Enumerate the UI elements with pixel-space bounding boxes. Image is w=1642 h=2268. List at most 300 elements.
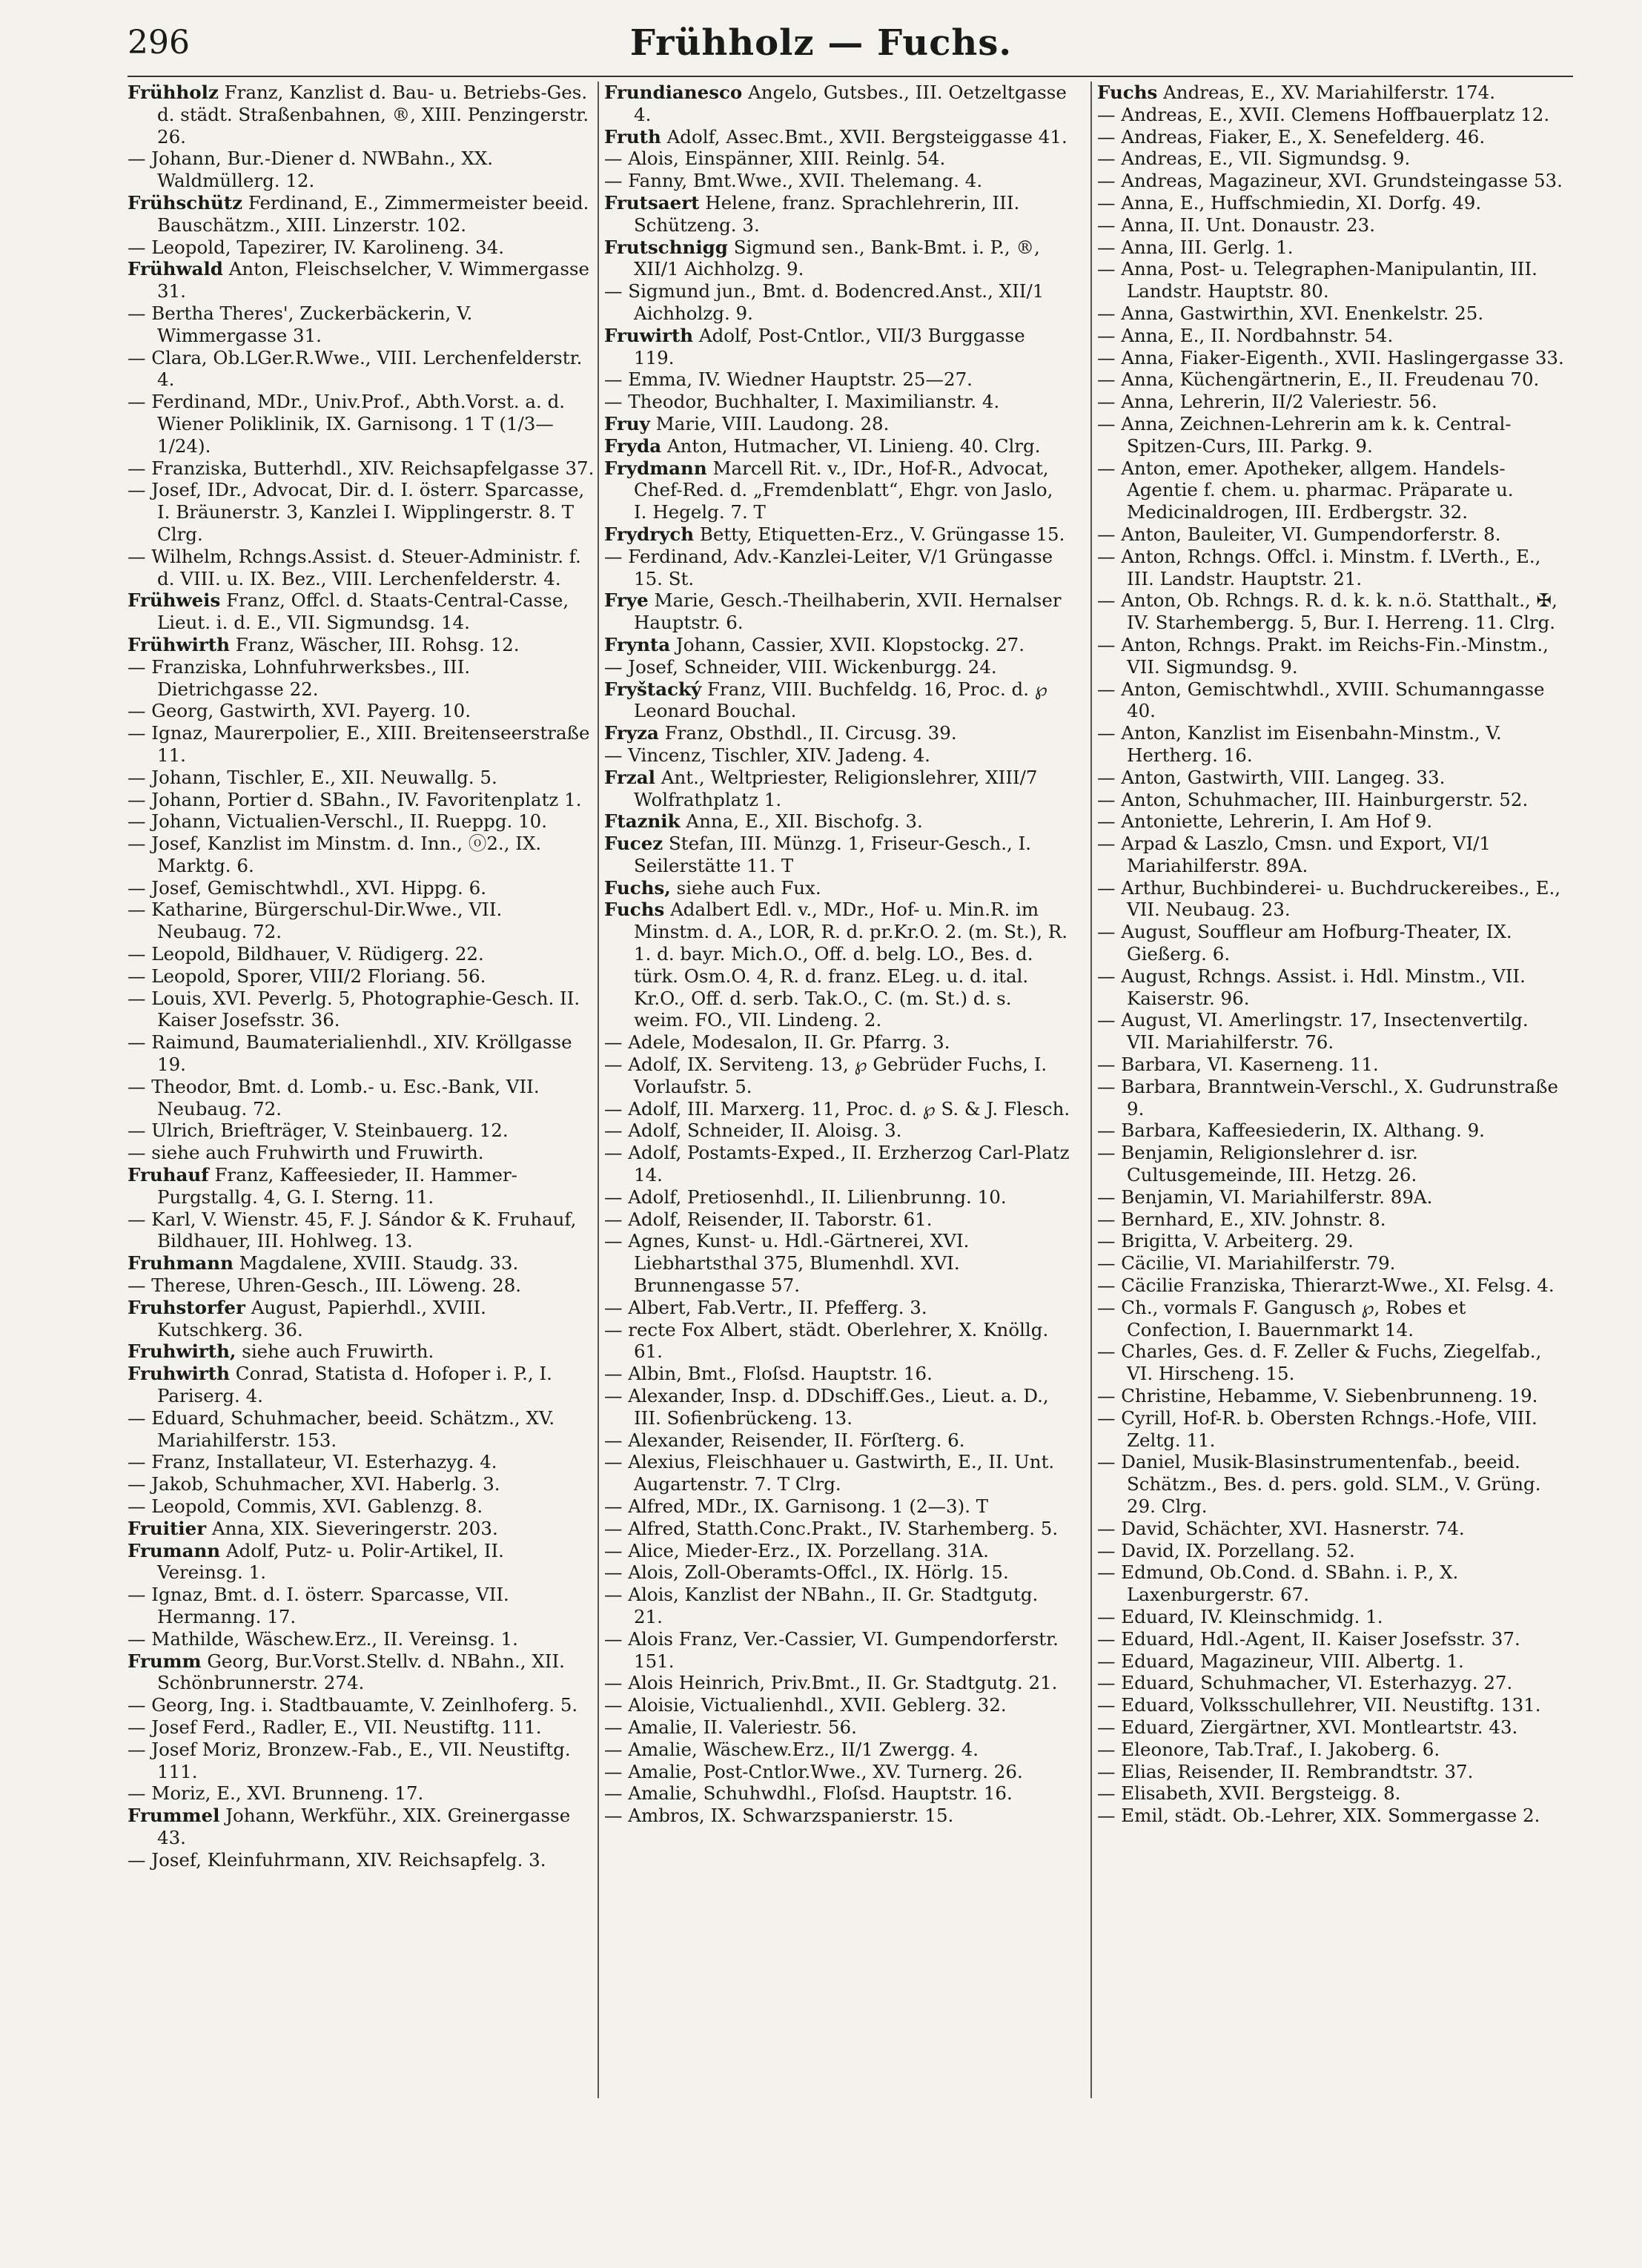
entry-text: — Eduard, IV. Kleinschmidg. 1. <box>1097 1605 1383 1627</box>
entry-text: — Edmund, Ob.Cond. d. SBahn. i. P., X. Laxenburgerstr. 67. <box>1097 1561 1459 1606</box>
entry-text: — Emma, IV. Wiedner Hauptstr. 25—27. <box>604 368 973 391</box>
directory-entry <box>1097 192 1564 214</box>
entry-text: — Moriz, E., XVI. Brunneng. 17. <box>128 1782 424 1805</box>
directory-entry <box>128 1274 595 1297</box>
entry-text: — Theodor, Buchhalter, I. Maximilianstr. 4. <box>604 391 1000 413</box>
directory-entry <box>604 1518 1071 1540</box>
directory-entry <box>604 1628 1071 1673</box>
directory-entry <box>128 767 595 789</box>
directory-entry <box>604 1209 1071 1231</box>
directory-entry <box>128 1363 595 1407</box>
column-2 <box>604 82 1071 2098</box>
entry-text: — Anna, Küchengärtnerin, E., II. Freudenau 70. <box>1097 368 1540 391</box>
directory-entry <box>128 1650 595 1695</box>
directory-entry <box>1097 546 1564 590</box>
entry-text: Franz, Obsthdl., II. Circusg. 39. <box>658 722 957 744</box>
entry-surname: Frummel <box>128 1805 220 1827</box>
entry-text: Conrad, Statista d. Hofoper i. P., I. Pariserg. 4. <box>157 1363 552 1407</box>
entry-text: — Bertha Theres', Zuckerbäckerin, V. Wimmergasse 31. <box>128 302 473 346</box>
entry-text: — Eduard, Hdl.-Agent, II. Kaiser Josefsstr. 37. <box>1097 1627 1520 1650</box>
entry-text: — Agnes, Kunst- u. Hdl.-Gärtnerei, XVI. Liebhartsthal 375, Blumenhdl. XVI. Brunnengasse 57. <box>604 1230 970 1297</box>
entry-text: — Arpad & Laszlo, Cmsn. und Export, VI/1 Mariahilferstr. 89A. <box>1097 833 1491 876</box>
entry-surname: Frühweis <box>128 589 221 612</box>
entry-text: — Adolf, IX. Serviteng. 13, ℘ Gebrüder Fuchs, I. Vorlaufstr. 5. <box>604 1054 1047 1097</box>
directory-entry <box>128 810 595 833</box>
entry-text: — Eduard, Ziergärtner, XVI. Montleartstr. 43. <box>1097 1716 1518 1738</box>
entry-surname: Fruitier <box>128 1517 207 1539</box>
directory-entry <box>1097 148 1564 170</box>
entry-text: — Cäcilie Franziska, Thierarzt-Wwe., XI. Felsg. 4. <box>1097 1274 1555 1297</box>
entry-text: Andreas, E., XV. Mariahilferstr. 174. <box>1157 82 1496 103</box>
entry-text: — Anna, II. Unt. Donaustr. 23. <box>1097 214 1376 236</box>
directory-entry <box>1097 965 1564 1010</box>
directory-entry <box>604 368 1071 391</box>
entry-text: Franz, Offcl. d. Staats-Central-Casse, Lieut. i. d. E., VII. Sigmundsg. 14. <box>157 589 569 634</box>
entry-text: — Anton, Ob. Rchngs. R. d. k. k. n.ö. Statthalt., ✠, IV. Starhembergg. 5, Bur. I. Herreng. 11. Clrg. <box>1097 589 1557 634</box>
entry-text: — siehe auch Fruhwirth und Fruwirth. <box>128 1142 484 1164</box>
entry-text: — Barbara, Branntwein-Verschl., X. Gudrunstraße 9. <box>1097 1075 1558 1120</box>
directory-entry <box>1097 1407 1564 1452</box>
entry-text: — Georg, Ing. i. Stadtbauamte, V. Zeinlhoferg. 5. <box>128 1694 578 1716</box>
entry-text: — Cäcilie, VI. Mariahilferstr. 79. <box>1097 1252 1396 1274</box>
directory-entry <box>604 767 1071 811</box>
page-header <box>0 21 1642 73</box>
directory-entry <box>604 170 1071 192</box>
entry-text: Ferdinand, E., Zimmermeister beeid. Bauschätzm., XIII. Linzerstr. 102. <box>157 191 589 236</box>
entry-text: Stefan, III. Münzg. 1, Friseur-Gesch., I. Seilerstätte 11. T <box>634 833 1032 876</box>
directory-entry <box>1097 258 1564 302</box>
entry-text: — Charles, Ges. d. F. Zeller & Fuchs, Ziegelfab., VI. Hirscheng. 15. <box>1097 1340 1542 1385</box>
entry-surname: Fruy <box>604 412 650 434</box>
entry-text: Anna, XIX. Sieveringerstr. 203. <box>206 1517 498 1539</box>
directory-entry <box>128 1849 595 1871</box>
entry-text: August, Papierhdl., XVIII. Kutschkerg. 36. <box>157 1296 486 1340</box>
entry-text: Anton, Hutmacher, VI. Linieng. 40. Clrg. <box>661 434 1041 457</box>
entry-text: — Elisabeth, XVII. Bergsteigg. 8. <box>1097 1782 1401 1805</box>
entry-text: — Eduard, Schuhmacher, VI. Esterhazyg. 27. <box>1097 1672 1513 1694</box>
directory-entry <box>604 237 1071 281</box>
directory-entry <box>128 391 595 457</box>
directory-entry <box>128 722 595 767</box>
entry-text: — August, VI. Amerlingstr. 17, Insectenvertilg. VII. Mariahilferstr. 76. <box>1097 1009 1529 1054</box>
entry-surname: Fruhstorfer <box>128 1296 245 1318</box>
directory-entry <box>1097 126 1564 148</box>
directory-entry <box>604 1429 1071 1452</box>
entry-text: — Anna, Lehrerin, II/2 Valeriestr. 56. <box>1097 391 1437 413</box>
directory-entry <box>1097 1054 1564 1076</box>
directory-entry <box>604 899 1071 1031</box>
directory-entry <box>1097 1628 1564 1650</box>
entry-text: — Bernhard, E., XIV. Johnstr. 8. <box>1097 1208 1386 1230</box>
entry-text: — Leopold, Sporer, VIII/2 Floriang. 56. <box>128 965 486 987</box>
entry-surname: Fucez <box>604 833 663 855</box>
directory-entry <box>604 678 1071 723</box>
entry-text: — Mathilde, Wäschew.Erz., II. Vereinsg. 1. <box>128 1627 518 1650</box>
directory-entry <box>604 413 1071 435</box>
entry-surname: Frye <box>604 589 649 612</box>
directory-entry <box>128 237 595 259</box>
entry-text: Johann, Werkführ., XIX. Greinergasse 43. <box>157 1805 571 1848</box>
directory-entry <box>1097 523 1564 546</box>
entry-text: — Benjamin, Religionslehrer d. isr. Cultusgemeinde, III. Hetzg. 26. <box>1097 1142 1418 1186</box>
entry-text: — Anna, E., Huffschmiedin, XI. Dorfg. 49. <box>1097 191 1482 214</box>
entry-text: Marcell Rit. v., IDr., Hof-R., Advocat, Chef-Red. d. „Fremdenblatt“, Ehgr. von Jaslo, I. Hegelg. 7. T <box>634 457 1053 523</box>
directory-entry <box>604 1761 1071 1783</box>
directory-entry <box>1097 1076 1564 1120</box>
entry-text: — Ch., vormals F. Gangusch ℘, Robes et Confection, I. Bauernmarkt 14. <box>1097 1296 1466 1340</box>
directory-entry <box>604 1120 1071 1142</box>
directory-entry <box>128 1739 595 1783</box>
directory-entry <box>1097 1186 1564 1209</box>
entry-surname: Frühschütz <box>128 191 243 214</box>
directory-entry <box>604 589 1071 634</box>
entry-text: — Andreas, E., VII. Sigmundsg. 9. <box>1097 148 1411 170</box>
entry-text: — Anna, Fiaker-Eigenth., XVII. Haslingergasse 33. <box>1097 346 1564 368</box>
directory-entry <box>1097 1716 1564 1739</box>
directory-entry <box>128 1297 595 1341</box>
entry-text: — David, Schächter, XVI. Hasnerstr. 74. <box>1097 1517 1465 1539</box>
entry-text: — Leopold, Tapezirer, IV. Karolineng. 34. <box>128 236 505 258</box>
entry-text: — Andreas, E., XVII. Clemens Hoffbauerplatz 12. <box>1097 103 1550 125</box>
directory-entry <box>128 877 595 899</box>
entry-text: — Anna, Gastwirthin, XVI. Enenkelstr. 25. <box>1097 302 1484 324</box>
directory-entry <box>1097 789 1564 811</box>
directory-entry <box>1097 1694 1564 1716</box>
entry-text: — Amalie, Schuhwdhl., Floſsd. Hauptstr. 16. <box>604 1782 1013 1805</box>
entry-text: — Josef Ferd., Radler, E., VII. Neustiftg. 111. <box>128 1716 542 1738</box>
directory-entry <box>604 722 1071 744</box>
entry-surname: Frutschnigg <box>604 236 728 258</box>
directory-entry <box>604 1142 1071 1186</box>
entry-text: — Anton, emer. Apotheker, allgem. Handels-Agentie f. chem. u. pharmac. Präparate u. Medicinaldrogen, III. Erdbergstr. 32. <box>1097 457 1514 523</box>
entry-text: — Emil, städt. Ob.-Lehrer, XIX. Sommergasse 2. <box>1097 1805 1540 1827</box>
directory-entry <box>604 1540 1071 1562</box>
entry-text: — Adele, Modesalon, II. Gr. Pfarrg. 3. <box>604 1031 950 1054</box>
entry-surname: Frumm <box>128 1650 202 1672</box>
directory-entry <box>1097 722 1564 767</box>
entry-text: — Antoniette, Lehrerin, I. Am Hof 9. <box>1097 810 1433 833</box>
entry-text: Johann, Cassier, XVII. Klopstockg. 27. <box>670 633 1025 655</box>
directory-entry <box>604 1031 1071 1054</box>
running-title: Frühholz — Fuchs. <box>629 22 1013 64</box>
entry-text: — Louis, XVI. Peverlg. 5, Photographie-Gesch. II. Kaiser Josefsstr. 36. <box>128 987 580 1031</box>
directory-entry <box>604 1561 1071 1584</box>
entry-text: — Christine, Hebamme, V. Siebenbrunneng. 19. <box>1097 1385 1538 1407</box>
entry-text: — Ulrich, Briefträger, V. Steinbauerg. 12. <box>128 1120 509 1142</box>
entry-text: — Therese, Uhren-Gesch., III. Löweng. 28. <box>128 1274 522 1297</box>
directory-entry <box>128 148 595 192</box>
entry-text: — August, Rchngs. Assist. i. Hdl. Minstm., VII. Kaiserstr. 96. <box>1097 965 1526 1009</box>
directory-entry <box>604 126 1071 148</box>
directory-entry <box>128 589 595 634</box>
entry-text: — Theodor, Bmt. d. Lomb.- u. Esc.-Bank, VII. Neubaug. 72. <box>128 1075 540 1120</box>
column-3 <box>1097 82 1564 2098</box>
directory-entry <box>128 1782 595 1805</box>
directory-entry <box>604 634 1071 656</box>
entry-surname: Fryštacký <box>604 678 702 700</box>
directory-entry <box>604 833 1071 877</box>
column-1 <box>128 82 595 2098</box>
entry-surname: Fruhauf <box>128 1164 209 1186</box>
directory-entry <box>1097 1739 1564 1761</box>
entry-surname: Frydrych <box>604 523 695 545</box>
entry-text: — Adolf, Postamts-Exped., II. Erzherzog Carl-Platz 14. <box>604 1142 1070 1186</box>
entry-surname: Frühholz <box>128 82 219 103</box>
directory-entry <box>604 1385 1071 1429</box>
directory-entry <box>128 1628 595 1650</box>
directory-entry <box>128 1451 595 1473</box>
entry-text: — Johann, Tischler, E., XII. Neuwallg. 5. <box>128 766 497 788</box>
entry-surname: Fruhwirth, <box>128 1340 236 1363</box>
entry-text: Helene, franz. Sprachlehrerin, III. Schützeng. 3. <box>634 191 1020 236</box>
directory-entry <box>128 943 595 965</box>
directory-entry <box>604 280 1071 325</box>
entry-text: — Brigitta, V. Arbeiterg. 29. <box>1097 1230 1354 1252</box>
directory-entry <box>604 148 1071 170</box>
entry-text: — Ignaz, Maurerpolier, E., XIII. Breitenseerstraße 11. <box>128 722 590 766</box>
entry-surname: Fruwirth <box>604 324 694 346</box>
entry-text: — Anna, Post- u. Telegraphen-Manipulantin, III. Landstr. Hauptstr. 80. <box>1097 258 1537 302</box>
entry-text: — Andreas, Magazineur, XVI. Grundsteingasse 53. <box>1097 170 1563 192</box>
entry-text: Adolf, Assec.Bmt., XVII. Bergsteiggasse 41. <box>661 125 1067 148</box>
entry-text: — Daniel, Musik-Blasinstrumentenfab., beeid. Schätzm., Bes. d. pers. gold. SLM., V. Grüng. 29. Clrg. <box>1097 1451 1541 1517</box>
entry-text: Georg, Bur.Vorst.Stellv. d. NBahn., XII. Schönbrunnerstr. 274. <box>157 1650 565 1694</box>
entry-text: Sigmund sen., Bank-Bmt. i. P., ®, XII/1 Aichholzg. 9. <box>634 236 1040 280</box>
directory-entry <box>1097 810 1564 833</box>
entry-text: — Josef Moriz, Bronzew.-Fab., E., VII. Neustiftg. 111. <box>128 1738 571 1782</box>
directory-entry <box>128 1076 595 1120</box>
directory-entry <box>1097 1297 1564 1341</box>
directory-entry <box>128 347 595 391</box>
directory-entry <box>604 1297 1071 1319</box>
entry-text: — Alois, Zoll-Oberamts-Offcl., IX. Hörlg. 15. <box>604 1561 1009 1584</box>
directory-entry <box>128 1495 595 1518</box>
entry-text: Adalbert Edl. v., MDr., Hof- u. Min.R. im Minstm. d. A., LOR, R. d. pr.Kr.O. 2. (m. St.), R. 1. d. bayr. Mich.O., Off. d. belg. LO., Bes. d. türk. Osm.O. 4, R. d. franz. ELeg. u. d. ital. Kr.O., Off. d. serb. Tak.O., C. (m. St.) d. s. weim. FO., VII. Lindeng. 2. <box>634 899 1068 1031</box>
entry-text: — Raimund, Baumaterialienhdl., XIV. Kröllgasse 19. <box>128 1031 572 1076</box>
entry-surname: Fryza <box>604 722 659 744</box>
directory-entry <box>604 656 1071 678</box>
directory-entry <box>604 192 1071 237</box>
directory-entry <box>1097 634 1564 678</box>
column-divider <box>1090 82 1092 2098</box>
directory-entry <box>128 1694 595 1716</box>
directory-entry <box>604 1186 1071 1209</box>
entry-text: — Anna, Zeichnen-Lehrerin am k. k. Central-Spitzen-Curs, III. Parkg. 9. <box>1097 412 1512 457</box>
directory-entry <box>128 1340 595 1363</box>
entry-surname: Frühwald <box>128 258 223 280</box>
directory-entry <box>128 258 595 302</box>
entry-surname: Fruhmann <box>128 1252 234 1274</box>
entry-text: Anna, E., XII. Bischofg. 3. <box>680 810 923 833</box>
directory-entry <box>1097 1451 1564 1517</box>
directory-entry <box>604 1319 1071 1363</box>
entry-text: — Josef, Kleinfuhrmann, XIV. Reichsapfelg. 3. <box>128 1848 546 1871</box>
entry-text: — Alice, Mieder-Erz., IX. Porzellang. 31A. <box>604 1539 989 1561</box>
entry-text: — Karl, V. Wienstr. 45, F. J. Sándor & K. Fruhauf, Bildhauer, III. Hohlweg. 13. <box>128 1208 577 1252</box>
entry-text: Marie, Gesch.-Theilhaberin, XVII. Hernalser Hauptstr. 6. <box>634 589 1062 634</box>
directory-entry <box>1097 1142 1564 1186</box>
entry-surname: Frynta <box>604 633 671 655</box>
entry-text: — Franz, Installateur, VI. Esterhazyg. 4. <box>128 1451 497 1473</box>
entry-text: — Amalie, II. Valeriestr. 56. <box>604 1716 857 1738</box>
entry-text: — Wilhelm, Rchngs.Assist. d. Steuer-Administr. f. d. VIII. u. IX. Bez., VIII. Lerchenfelderstr. 4. <box>128 545 581 589</box>
directory-entry <box>128 1142 595 1164</box>
entry-text: — Johann, Bur.-Diener d. NWBahn., XX. Waldmüllerg. 12. <box>128 148 494 192</box>
entry-text: — Eleonore, Tab.Traf., I. Jakoberg. 6. <box>1097 1738 1440 1760</box>
entry-text: — Elias, Reisender, II. Rembrandtstr. 37. <box>1097 1760 1474 1782</box>
entry-text: — Anton, Rchngs. Offcl. i. Minstm. f. LVerth., E., III. Landstr. Hauptstr. 21. <box>1097 545 1541 589</box>
entry-surname: Fruhwirth <box>128 1363 230 1385</box>
entry-text: — Amalie, Wäschew.Erz., II/1 Zwergg. 4. <box>604 1738 979 1760</box>
entry-text: — Alois, Kanzlist der NBahn., II. Gr. Stadtgutg. 21. <box>604 1584 1039 1627</box>
entry-text: — Josef, Kanzlist im Minstm. d. Inn., ⓞ2., IX. Marktg. 6. <box>128 833 542 876</box>
directory-entry <box>604 1584 1071 1628</box>
directory-entry <box>1097 347 1564 369</box>
entry-text: Angelo, Gutsbes., III. Oetzeltgasse 4. <box>634 82 1067 125</box>
entry-text: — Josef, IDr., Advocat, Dir. d. I. österr. Sparcasse, I. Bräunerstr. 3, Kanzlei I. Wipplingerstr. 8. T Clrg. <box>128 479 585 545</box>
directory-entry <box>1097 1518 1564 1540</box>
entry-text: Franz, Kaffeesieder, II. Hammer-Purgstallg. 4, G. I. Sterng. 11. <box>157 1164 517 1208</box>
directory-entry <box>604 523 1071 546</box>
directory-entry <box>1097 1209 1564 1231</box>
directory-entry <box>604 1805 1071 1827</box>
directory-entry <box>1097 391 1564 413</box>
directory-entry <box>1097 214 1564 237</box>
directory-entry <box>1097 1540 1564 1562</box>
entry-text: Franz, VIII. Buchfeldg. 16, Proc. d. ℘ Leonard Bouchal. <box>634 678 1047 722</box>
directory-entry <box>1097 589 1564 634</box>
entry-text: Magdalene, XVIII. Staudg. 33. <box>233 1252 519 1274</box>
directory-entry <box>128 1120 595 1142</box>
directory-entry <box>604 877 1071 899</box>
entry-surname: Frutsaert <box>604 191 700 214</box>
directory-entry <box>604 744 1071 767</box>
entry-text: — Arthur, Buchbinderei- u. Buchdruckereibes., E., VII. Neubaug. 23. <box>1097 876 1561 921</box>
entry-text: — Alexander, Reisender, II. Förſterg. 6. <box>604 1429 965 1451</box>
entry-text: — David, IX. Porzellang. 52. <box>1097 1539 1355 1561</box>
entry-text: Franz, Wäscher, III. Rohsg. 12. <box>229 633 520 655</box>
directory-entry <box>604 1739 1071 1761</box>
entry-text: — Alfred, MDr., IX. Garnisong. 1 (2—3). T <box>604 1495 989 1517</box>
entry-text: — recte Fox Albert, städt. Oberlehrer, X. Knöllg. 61. <box>604 1318 1049 1363</box>
entry-text: — Aloisie, Victualienhdl., XVII. Geblerg. 32. <box>604 1694 1007 1716</box>
entry-text: — Barbara, VI. Kaserneng. 11. <box>1097 1054 1379 1076</box>
directory-entry <box>604 82 1071 126</box>
directory-entry <box>128 1805 595 1849</box>
entry-text: — Josef, Gemischtwhdl., XVI. Hippg. 6. <box>128 876 486 899</box>
entry-surname: Ftaznik <box>604 810 681 833</box>
directory-entry <box>1097 368 1564 391</box>
directory-entry <box>1097 1561 1564 1606</box>
directory-entry <box>1097 1606 1564 1628</box>
entry-text: — Georg, Gastwirth, XVI. Payerg. 10. <box>128 700 471 722</box>
directory-entry <box>128 192 595 237</box>
entry-text: — Alois Franz, Ver.-Cassier, VI. Gumpendorferstr. 151. <box>604 1627 1059 1672</box>
entry-text: — Johann, Portier d. SBahn., IV. Favoritenplatz 1. <box>128 788 582 810</box>
header-rule <box>128 76 1573 77</box>
directory-entry <box>604 1054 1071 1098</box>
directory-entry <box>128 457 595 480</box>
directory-entry <box>1097 413 1564 457</box>
directory-entry <box>128 1584 595 1628</box>
directory-entry <box>1097 1761 1564 1783</box>
directory-entry <box>128 833 595 877</box>
directory-entry <box>1097 877 1564 922</box>
entry-text: Ant., Weltpriester, Religionslehrer, XIII/7 Wolfrathplatz 1. <box>634 766 1038 810</box>
directory-entry <box>1097 767 1564 789</box>
directory-entry <box>128 656 595 701</box>
directory-entry <box>604 325 1071 369</box>
entry-text: — Benjamin, VI. Mariahilferstr. 89A. <box>1097 1186 1433 1208</box>
directory-entry <box>128 1164 595 1209</box>
entry-text: — Alfred, Statth.Conc.Prakt., IV. Starhemberg. 5. <box>604 1517 1059 1539</box>
entry-text: siehe auch Fruwirth. <box>236 1340 434 1363</box>
entry-text: — Clara, Ob.LGer.R.Wwe., VIII. Lerchenfelderstr. 4. <box>128 346 583 391</box>
entry-text: — Alexius, Fleischhauer u. Gastwirth, E., II. Unt. Augartenstr. 7. T Clrg. <box>604 1451 1055 1495</box>
entry-text: Adolf, Putz- u. Polir-Artikel, II. Vereinsg. 1. <box>157 1539 504 1584</box>
entry-text: — Ferdinand, MDr., Univ.Prof., Abth.Vorst. a. d. Wiener Poliklinik, IX. Garnisong. 1 T (1/3—1/24). <box>128 391 566 457</box>
entry-text: — Franziska, Butterhdl., XIV. Reichsapfelgasse 37. <box>128 457 595 479</box>
directory-entry <box>604 435 1071 457</box>
directory-entry <box>128 965 595 988</box>
directory-entry <box>128 1518 595 1540</box>
directory-entry <box>1097 1805 1564 1827</box>
entry-text: — Andreas, Fiaker, E., X. Senefelderg. 46. <box>1097 125 1486 148</box>
entry-surname: Fuchs, <box>604 876 671 899</box>
directory-entry <box>128 1209 595 1253</box>
directory-entry <box>128 302 595 347</box>
directory-entry <box>128 1716 595 1739</box>
directory-entry <box>128 546 595 590</box>
entry-text: — Alois, Einspänner, XIII. Reinlg. 54. <box>604 148 946 170</box>
entry-surname: Frzal <box>604 766 655 788</box>
entry-text: — Jakob, Schuhmacher, XVI. Haberlg. 3. <box>128 1473 500 1495</box>
entry-text: — Anton, Bauleiter, VI. Gumpendorferstr. 8. <box>1097 523 1501 545</box>
entry-text: — Eduard, Volksschullehrer, VII. Neustiftg. 131. <box>1097 1694 1541 1716</box>
entry-text: — Adolf, Reisender, II. Taborstr. 61. <box>604 1208 933 1230</box>
entry-text: — Alois Heinrich, Priv.Bmt., II. Gr. Stadtgutg. 21. <box>604 1672 1058 1694</box>
entry-text: — Anton, Gastwirth, VIII. Langeg. 33. <box>1097 766 1446 788</box>
directory-entry <box>1097 1385 1564 1407</box>
entry-text: — Franziska, Lohnfuhrwerksbes., III. Dietrichgasse 22. <box>128 655 471 700</box>
entry-text: — Amalie, Post-Cntlor.Wwe., XV. Turnerg. 26. <box>604 1760 1023 1782</box>
entry-text: — Anton, Schuhmacher, III. Hainburgerstr. 52. <box>1097 788 1529 810</box>
entry-text: — Ignaz, Bmt. d. I. österr. Sparcasse, VII. Hermanng. 17. <box>128 1584 509 1627</box>
directory-entry <box>1097 1009 1564 1054</box>
entry-text: — Fanny, Bmt.Wwe., XVII. Thelemang. 4. <box>604 170 983 192</box>
entry-text: — Ferdinand, Adv.-Kanzlei-Leiter, V/1 Grüngasse 15. St. <box>604 545 1053 589</box>
directory-entry <box>1097 833 1564 877</box>
entry-text: — Josef, Schneider, VIII. Wickenburgg. 24. <box>604 655 997 678</box>
directory-entry <box>604 1495 1071 1518</box>
directory-entry <box>1097 1274 1564 1297</box>
entry-text: — Anna, III. Gerlg. 1. <box>1097 236 1294 258</box>
entry-text: — Ambros, IX. Schwarzspanierstr. 15. <box>604 1805 954 1827</box>
directory-entry <box>1097 325 1564 347</box>
directory-entry <box>1097 302 1564 325</box>
entry-surname: Frundianesco <box>604 82 743 103</box>
entry-surname: Fryda <box>604 434 662 457</box>
directory-entry <box>1097 1230 1564 1252</box>
entry-text: — Leopold, Bildhauer, V. Rüdigerg. 22. <box>128 943 484 965</box>
entry-text: — Johann, Victualien-Verschl., II. Rueppg. 10. <box>128 810 548 833</box>
entry-text: — Sigmund jun., Bmt. d. Bodencred.Anst., XII/1 Aichholzg. 9. <box>604 280 1045 324</box>
entry-text: — Vincenz, Tischler, XIV. Jadeng. 4. <box>604 744 930 766</box>
entry-text: — Adolf, Schneider, II. Aloisg. 3. <box>604 1120 902 1142</box>
entry-text: — Leopold, Commis, XVI. Gablenzg. 8. <box>128 1495 483 1517</box>
entry-surname: Fuchs <box>1097 82 1158 103</box>
entry-text: Anton, Fleischselcher, V. Wimmergasse 31. <box>157 258 590 302</box>
